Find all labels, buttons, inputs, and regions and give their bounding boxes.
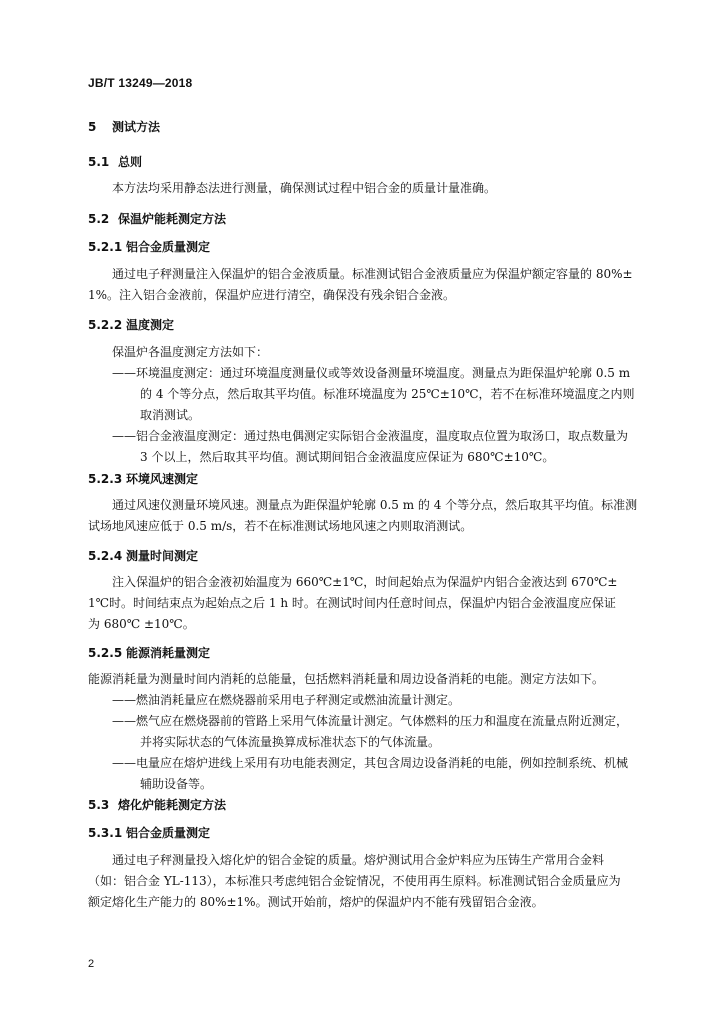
- section-5-2-4-body: [88, 572, 662, 635]
- section-number: 5.3: [88, 798, 110, 812]
- section-number: 5.2.2: [88, 318, 123, 332]
- paragraph-line: 通过电子秤测量注入保温炉的铝合金液质量。标准测试铝合金液质量应为保温炉额定容量的 80%±: [112, 267, 633, 281]
- page-number: 2: [88, 958, 95, 970]
- paragraph-line: （如：铝合金 YL-113），本标准只考虑纯铝合金锭情况，不使用再生原料。标准测试铝合金质量应为: [88, 874, 621, 888]
- list-item-continuation: 的 4 个等分点，然后取其平均值。标准环境温度为 25℃±10℃，若不在标准环境温度之内则: [140, 387, 635, 401]
- section-5-2-heading: [88, 210, 226, 227]
- section-5-2-2-heading: [88, 316, 174, 333]
- section-5-2-3-body: [88, 495, 662, 537]
- paragraph-line: 通过电子秤测量投入熔化炉的铝合金锭的质量。熔炉测试用合金炉料应为压铸生产常用合金料: [112, 853, 605, 867]
- section-5-3-heading: [88, 796, 226, 813]
- section-title: 测量时间测定: [126, 549, 199, 563]
- section-5-2-5-body: [88, 669, 662, 795]
- section-number: 5: [88, 120, 97, 134]
- section-5-heading: [88, 118, 160, 135]
- list-item: ——燃气应在燃烧器前的管路上采用气体流量计测定。气体燃料的压力和温度在流量点附近测定，: [112, 714, 629, 728]
- section-number: 5.3.1: [88, 826, 123, 840]
- section-title: 测试方法: [112, 120, 161, 134]
- section-title: 能源消耗量测定: [126, 646, 211, 660]
- list-item: ——电量应在熔炉进线上采用有功电能表测定，其包含周边设备消耗的电能，例如控制系统、机械: [112, 756, 629, 770]
- section-5-3-1-heading: [88, 824, 210, 841]
- section-number: 5.1: [88, 155, 110, 169]
- paragraph-line: 1%。注入铝合金液前，保温炉应进行清空，确保没有残余铝合金液。: [88, 288, 456, 302]
- paragraph-line: 试场地风速应低于 0.5 m/s，若不在标准测试场地风速之内则取消测试。: [88, 519, 473, 533]
- paragraph-line: 额定熔化生产能力的 80%±1%。测试开始前，熔炉的保温炉内不能有残留铝合金液。: [88, 895, 544, 909]
- section-number: 5.2.3: [88, 472, 123, 486]
- paragraph-line: 通过风速仪测量环境风速。测量点为距保温炉轮廓 0.5 m 的 4 个等分点，然后取其平均值。标准测: [112, 498, 638, 512]
- section-title: 总则: [118, 155, 143, 169]
- section-title: 熔化炉能耗测定方法: [118, 798, 227, 812]
- paragraph-line: 注入保温炉的铝合金液初始温度为 660℃±1℃，时间起始点为保温炉内铝合金液达到 670℃±: [112, 575, 618, 589]
- list-item-continuation: 辅助设备等。: [140, 777, 213, 791]
- section-5-2-2-body: [88, 342, 662, 468]
- section-title: 保温炉能耗测定方法: [118, 212, 227, 226]
- section-number: 5.2.4: [88, 549, 123, 563]
- list-item-continuation: 并将实际状态的气体流量换算成标准状态下的气体流量。: [140, 735, 441, 749]
- section-title: 铝合金质量测定: [126, 826, 211, 840]
- section-5-1-heading: [88, 153, 142, 170]
- list-item-continuation: 3 个以上，然后取其平均值。测试期间铝合金液温度应保证为 680℃±10℃。: [140, 450, 555, 464]
- section-title: 温度测定: [126, 318, 175, 332]
- section-5-2-5-heading: [88, 644, 210, 661]
- section-5-2-1-heading: [88, 238, 210, 255]
- standard-code: JB/T 13249—2018: [88, 76, 193, 90]
- list-item: ——环境温度测定：通过环境温度测量仪或等效设备测量环境温度。测量点为距保温炉轮廓 0.5 m: [112, 366, 631, 380]
- paragraph-line: 1℃时。时间结束点为起始点之后 1 h 时。在测试时间内任意时间点，保温炉内铝合金液温度应保证: [88, 596, 616, 610]
- list-item: ——铝合金液温度测定：通过热电偶测定实际铝合金液温度，温度取点位置为取汤口，取点数量为: [112, 429, 629, 443]
- section-title: 环境风速测定: [126, 472, 199, 486]
- paragraph-line: 本方法均采用静态法进行测量，确保测试过程中铝合金的质量计量准确。: [112, 181, 497, 195]
- list-item-continuation: 取消测试。: [140, 408, 201, 422]
- section-5-2-4-heading: [88, 547, 198, 564]
- list-item: ——燃油消耗量应在燃烧器前采用电子秤测定或燃油流量计测定。: [112, 693, 461, 707]
- paragraph-line: 能源消耗量为测量时间内消耗的总能量，包括燃料消耗量和周边设备消耗的电能。测定方法如下。: [88, 672, 605, 686]
- section-5-3-1-body: [88, 850, 662, 913]
- section-number: 5.2.5: [88, 646, 123, 660]
- section-title: 铝合金质量测定: [126, 240, 211, 254]
- section-5-2-3-heading: [88, 470, 198, 487]
- paragraph-line: 为 680℃ ±10℃。: [88, 617, 195, 631]
- section-number: 5.2: [88, 212, 110, 226]
- section-5-1-body: [88, 178, 662, 199]
- section-5-2-1-body: [88, 264, 662, 306]
- section-number: 5.2.1: [88, 240, 123, 254]
- paragraph-line: 保温炉各温度测定方法如下：: [112, 345, 269, 359]
